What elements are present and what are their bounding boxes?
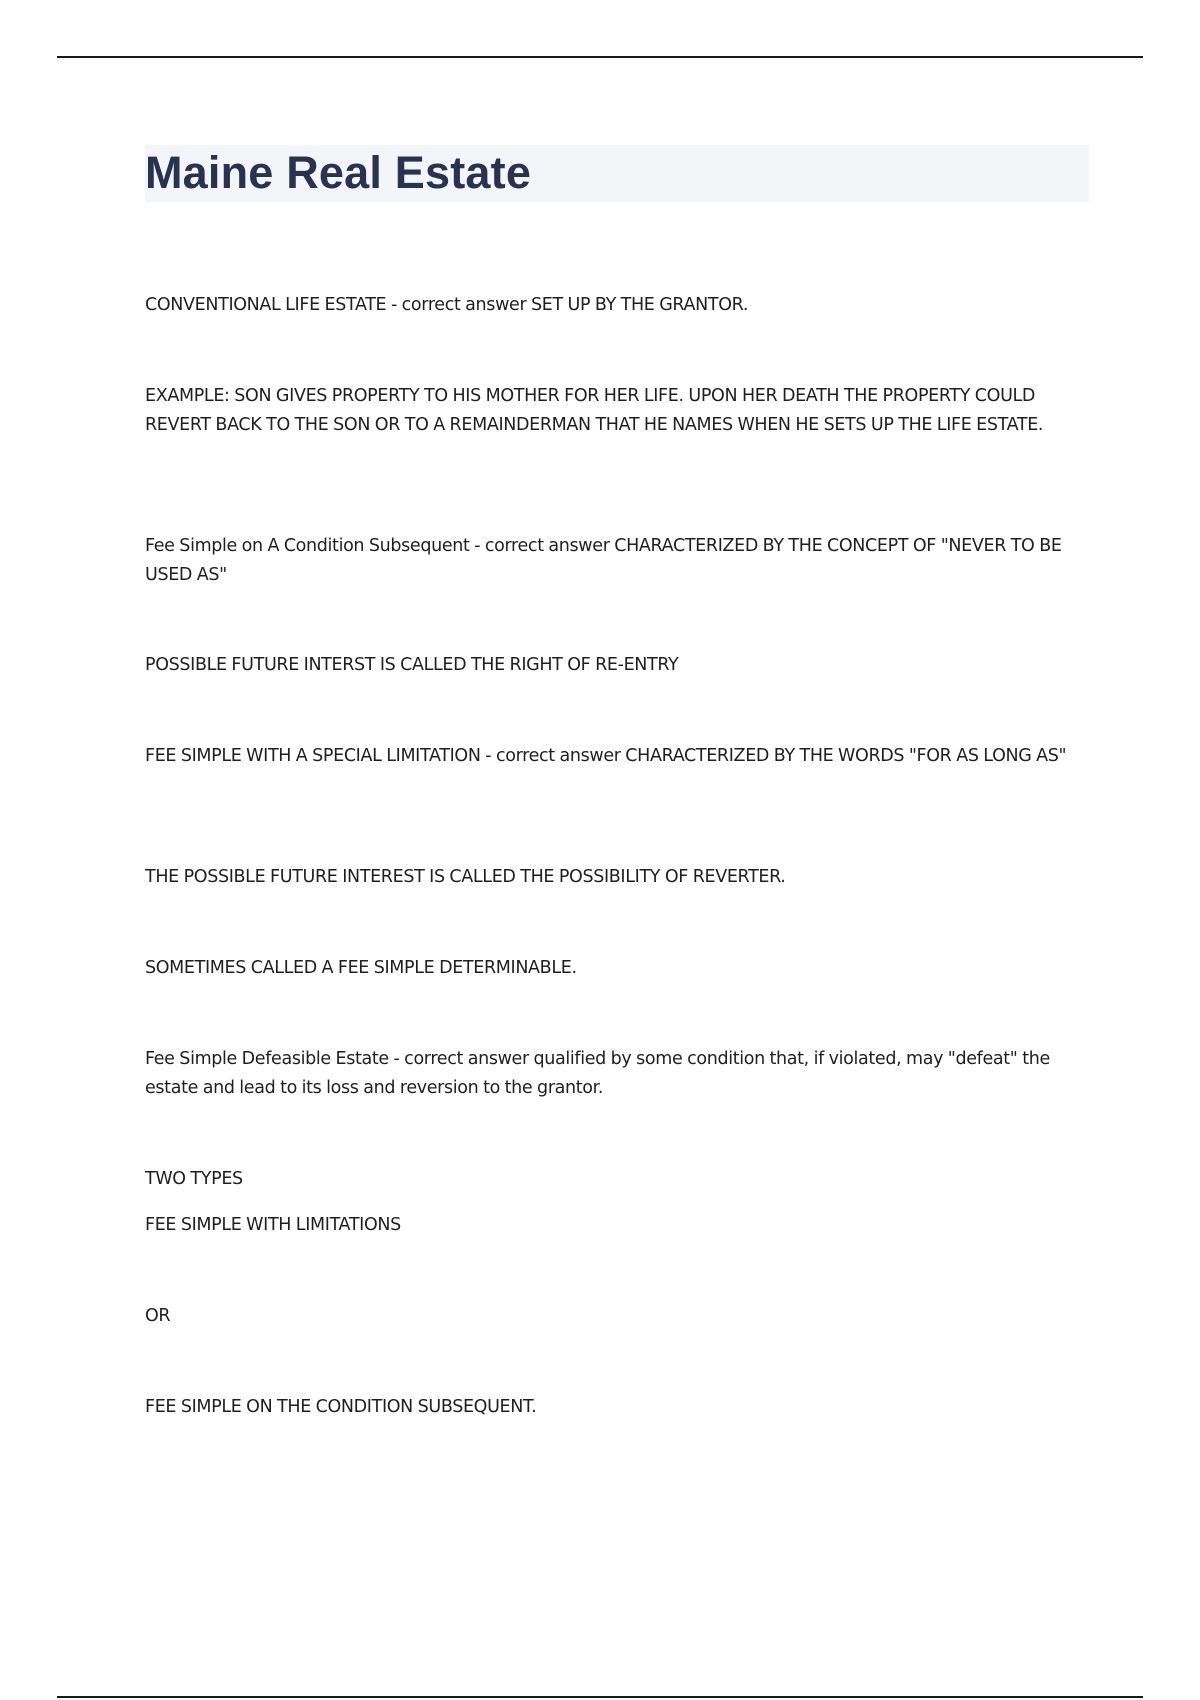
paragraph: SOMETIMES CALLED A FEE SIMPLE DETERMINABLE. xyxy=(145,958,577,978)
bottom-rule xyxy=(57,1696,1143,1698)
paragraph: Fee Simple on A Condition Subsequent - correct answer CHARACTERIZED BY THE CONCEPT OF "NEVER TO BE USED AS" xyxy=(145,536,1062,585)
paragraph: TWO TYPES xyxy=(145,1169,243,1189)
paragraph: POSSIBLE FUTURE INTERST IS CALLED THE RIGHT OF RE-ENTRY xyxy=(145,655,679,675)
paragraph: FEE SIMPLE WITH A SPECIAL LIMITATION - correct answer CHARACTERIZED BY THE WORDS "FOR AS LONG AS" xyxy=(145,746,1067,766)
top-rule xyxy=(57,56,1143,58)
paragraph: EXAMPLE: SON GIVES PROPERTY TO HIS MOTHER FOR HER LIFE. UPON HER DEATH THE PROPERTY COULD REVERT BACK TO THE SON OR TO A REMAINDERMAN THAT HE NAMES WHEN HE SETS UP THE LIFE ESTATE. xyxy=(145,386,1044,435)
document-title: Maine Real Estate xyxy=(145,147,532,198)
paragraph: OR xyxy=(145,1306,171,1326)
paragraph: FEE SIMPLE ON THE CONDITION SUBSEQUENT. xyxy=(145,1397,537,1417)
paragraph: Fee Simple Defeasible Estate - correct answer qualified by some condition that, if violated, may "defeat" the estate and lead to its loss and reversion to the grantor. xyxy=(145,1049,1050,1098)
paragraph: FEE SIMPLE WITH LIMITATIONS xyxy=(145,1215,401,1235)
paragraph: CONVENTIONAL LIFE ESTATE - correct answer SET UP BY THE GRANTOR. xyxy=(145,295,749,315)
paragraph: THE POSSIBLE FUTURE INTEREST IS CALLED THE POSSIBILITY OF REVERTER. xyxy=(145,867,786,887)
